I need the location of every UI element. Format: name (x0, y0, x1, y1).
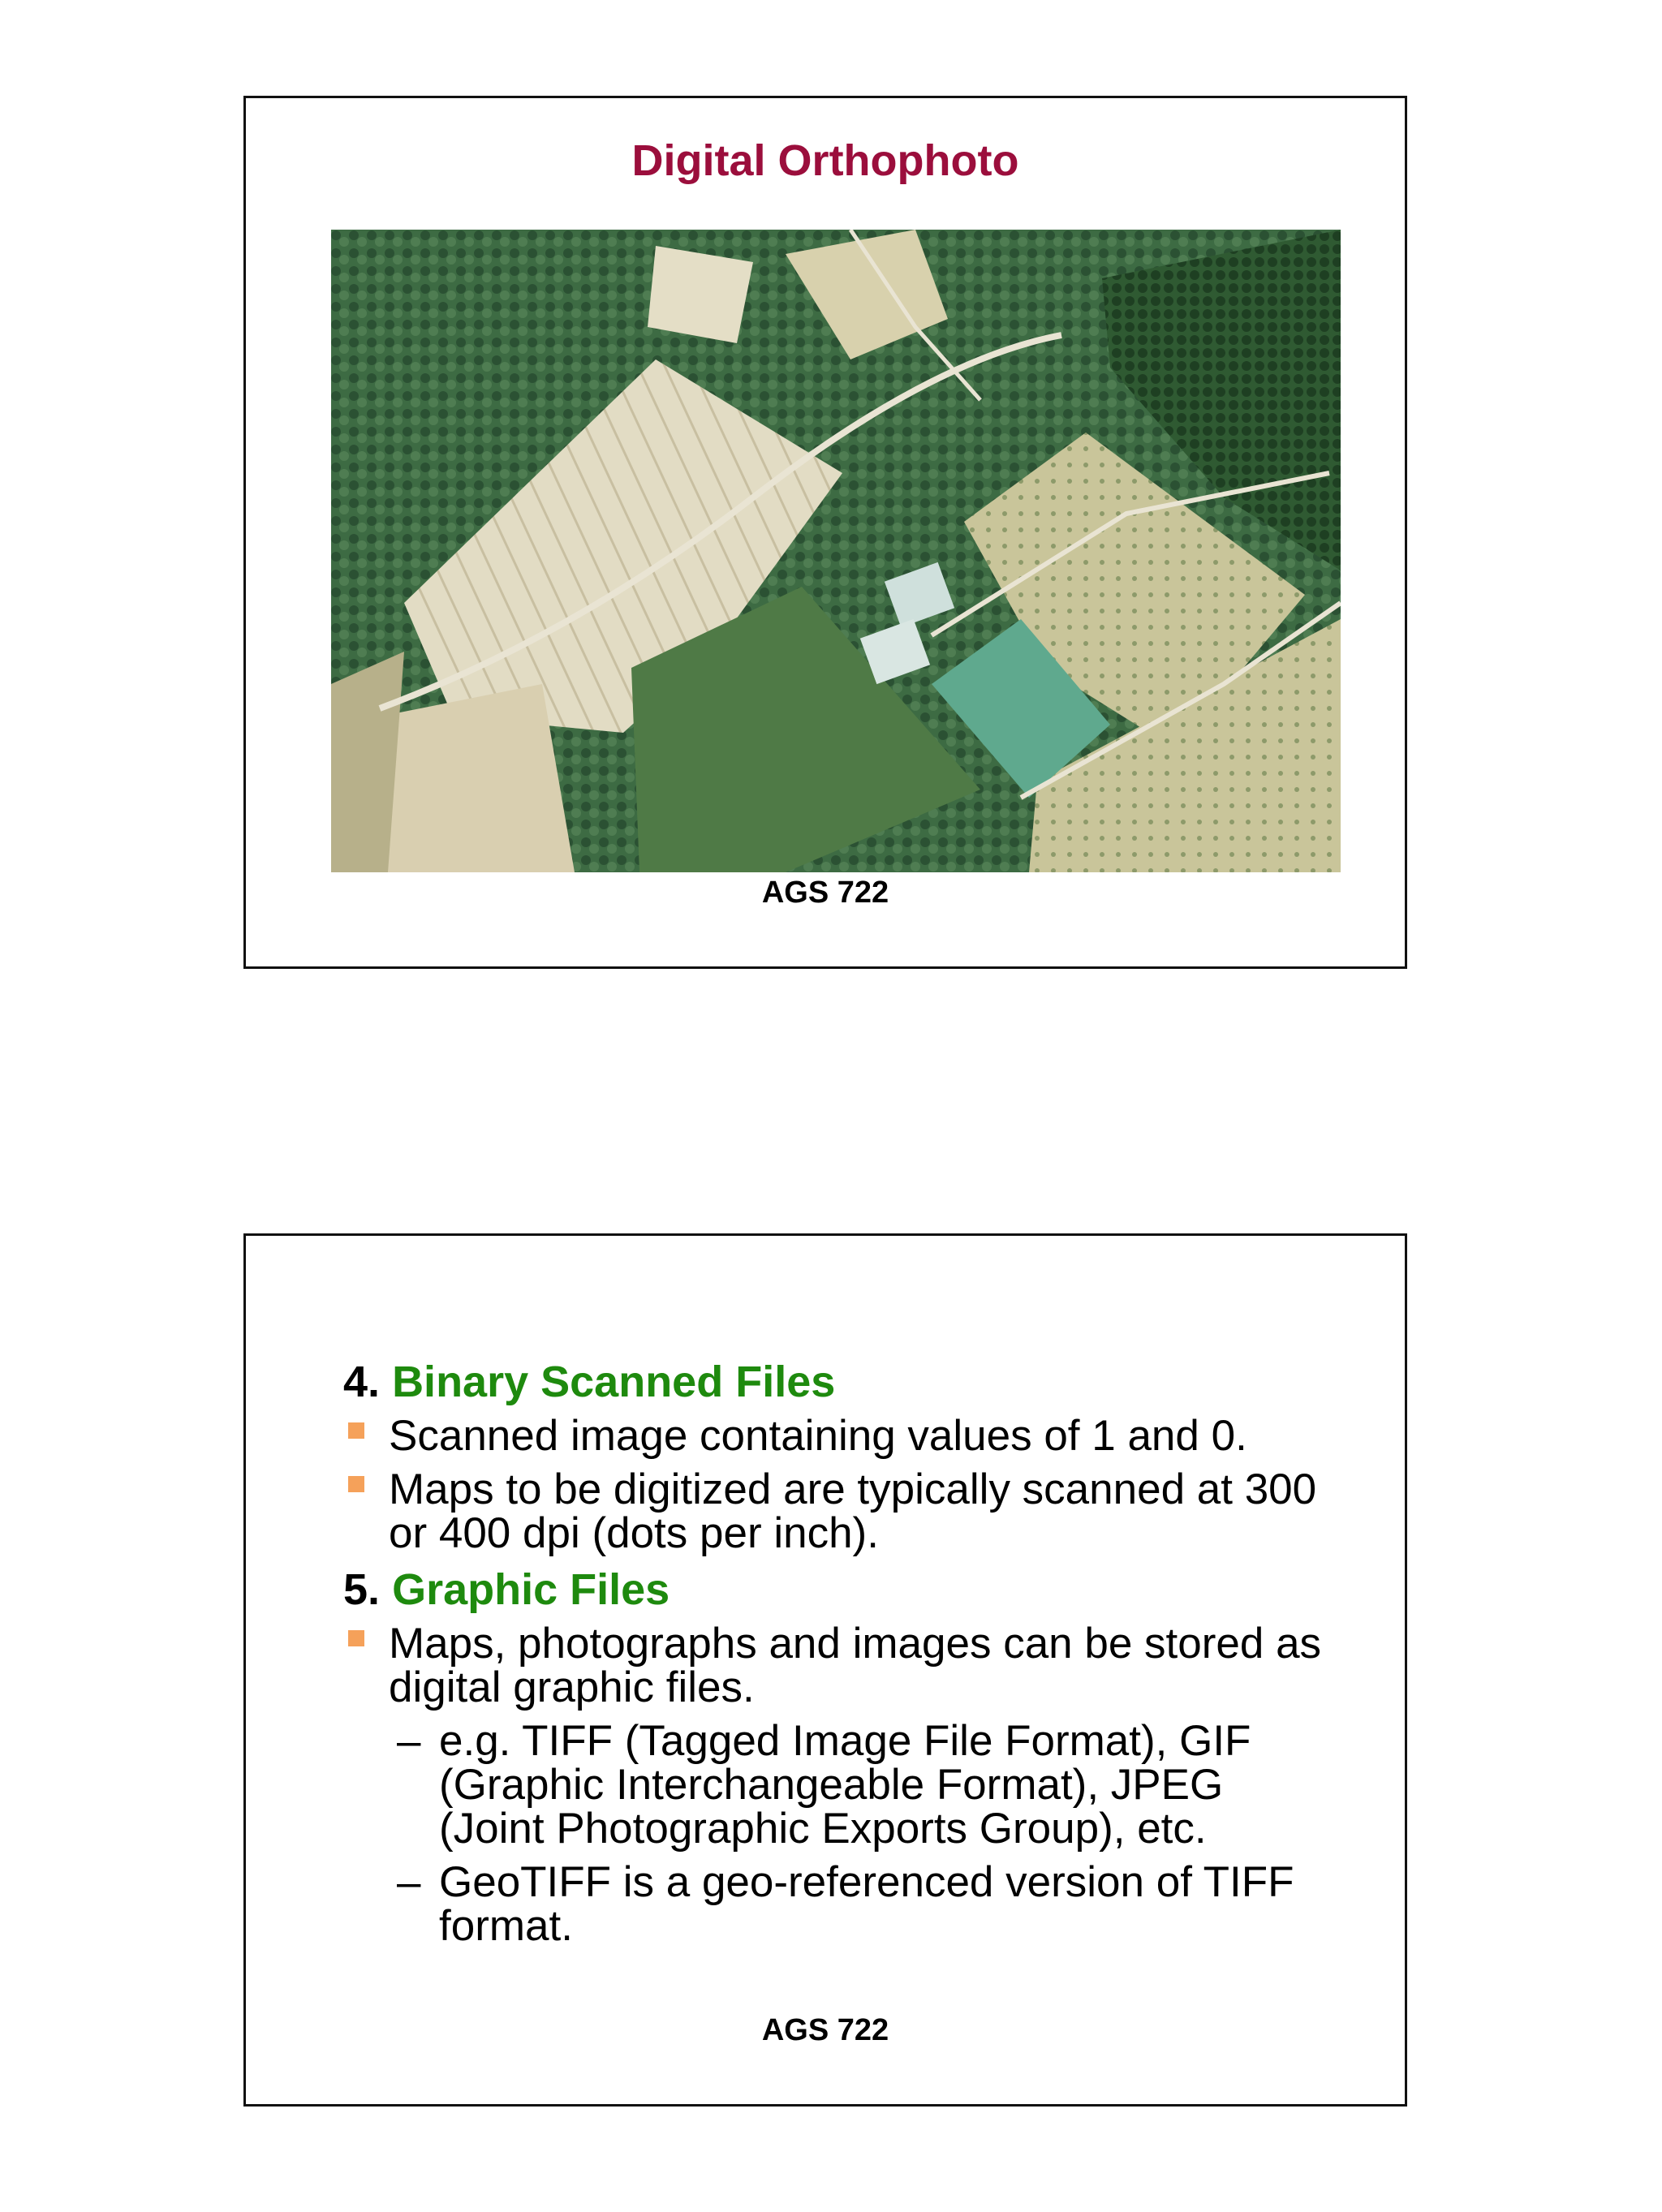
sub-bullet-item (343, 1858, 1333, 1950)
heading-binary-scanned-files (343, 1358, 1333, 1406)
slide-footer: AGS 722 (761, 876, 889, 910)
slide-title: Digital Orthophoto (631, 136, 1019, 185)
aerial-photo-illustration (331, 230, 1341, 872)
slide-content (343, 1349, 1333, 1958)
bullet-item (343, 1622, 1333, 1710)
square-bullet-icon (348, 1476, 364, 1492)
dash-bullet-icon: – (397, 1717, 421, 1765)
square-bullet-icon (348, 1630, 364, 1646)
dash-bullet-icon: – (397, 1858, 421, 1906)
bullet-item (343, 1465, 1333, 1557)
sub-bullet-item (343, 1719, 1333, 1851)
aerial-orthophoto-image (331, 230, 1341, 872)
heading-number: 5. (343, 1565, 381, 1614)
slide-digital-orthophoto (243, 96, 1407, 969)
bullet-text: Scanned image containing values of 1 and 0. (389, 1412, 1247, 1460)
bullet-text: Maps to be digitized are typically scanned at 300 or 400 dpi (dots per inch). (389, 1465, 1317, 1557)
heading-text: Graphic Files (392, 1565, 670, 1614)
slide-footer: AGS 722 (761, 2013, 889, 2047)
sub-bullet-text: GeoTIFF is a geo-referenced version of TIFF format. (439, 1858, 1294, 1950)
slide-file-types (243, 1233, 1407, 2107)
heading-text: Binary Scanned Files (392, 1358, 836, 1406)
heading-number: 4. (343, 1358, 381, 1406)
sub-bullet-text: e.g. TIFF (Tagged Image File Format), GIF (Graphic Interchangeable Format), JPEG (Joint Photographic Exports Group), etc. (439, 1717, 1251, 1853)
heading-graphic-files (343, 1565, 1333, 1614)
bullet-text: Maps, photographs and images can be stored as digital graphic files. (389, 1620, 1322, 1711)
bullet-item (343, 1414, 1333, 1458)
square-bullet-icon (348, 1422, 364, 1439)
